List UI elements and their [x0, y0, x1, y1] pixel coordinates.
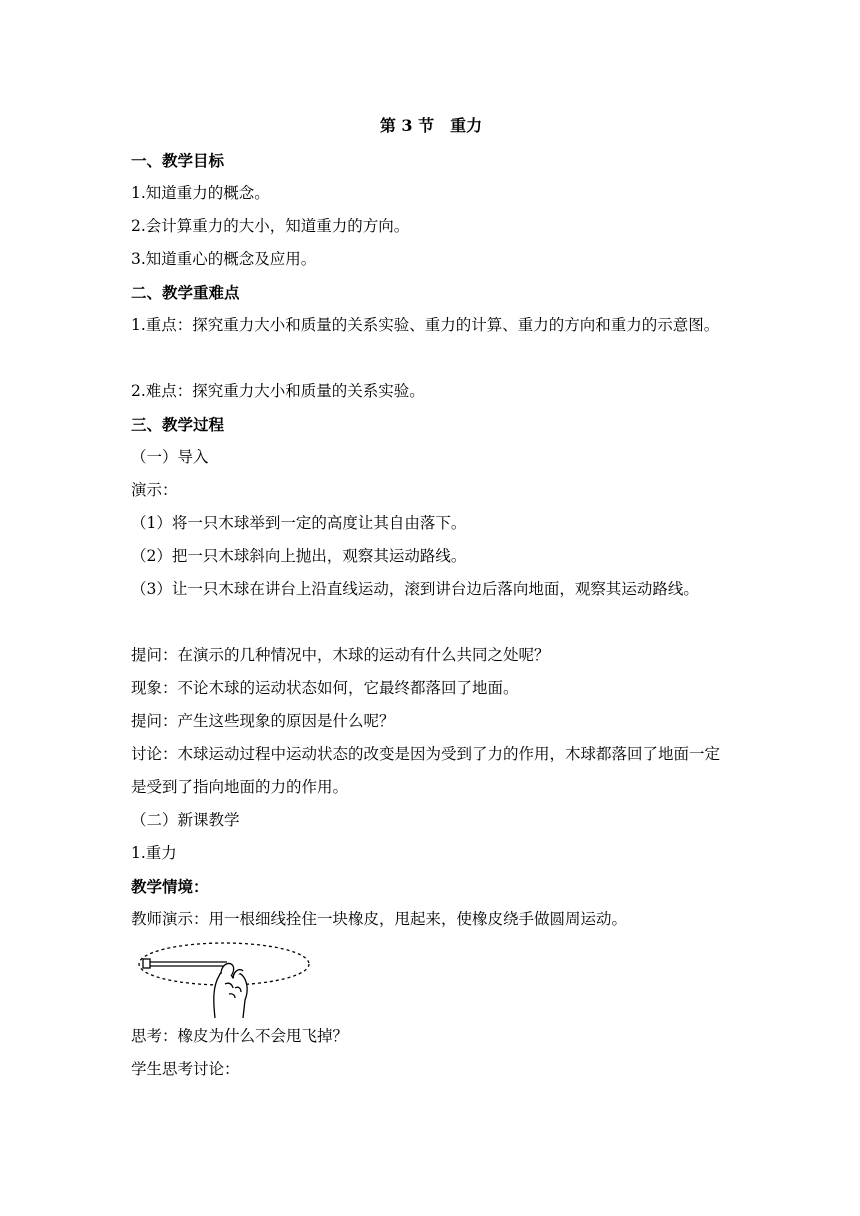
document-content [131, 109, 731, 1086]
question-1: 提问：在演示的几种情况中，木球的运动有什么共同之处呢？ [131, 646, 550, 664]
demo-item-2: （2）把一只木球斜向上抛出，观察其运动路线。 [131, 547, 467, 565]
demo-item-3: （3）让一只木球在讲台上沿直线运动，滚到讲台边后落向地面，观察其运动路线。 [131, 580, 699, 598]
string-icon [150, 962, 227, 966]
hand-icon [214, 963, 247, 1018]
student-discussion: 学生思考讨论： [131, 1060, 240, 1078]
think-question: 思考：橡皮为什么不会甩飞掉？ [131, 1027, 349, 1045]
objective-item-2: 2.会计算重力的大小，知道重力的方向。 [131, 217, 410, 235]
key-point-item-2: 2.难点：探究重力大小和质量的关系实验。 [131, 382, 425, 400]
eraser-icon [143, 959, 150, 968]
section-heading-objectives: 一、教学目标 [131, 151, 225, 170]
demo-label: 演示： [131, 481, 178, 499]
objective-item-3: 3.知道重心的概念及应用。 [131, 250, 317, 268]
demo-item-1: （1）将一只木球举到一定的高度让其自由落下。 [131, 514, 467, 532]
teacher-demo-text: 教师演示：用一根细线拴住一块橡皮，甩起来，使橡皮绕手做圆周运动。 [131, 910, 628, 928]
phenomenon-text: 现象：不论木球的运动状态如何，它最终都落回了地面。 [131, 679, 519, 697]
situation-label: 教学情境： [131, 877, 209, 896]
topic-gravity: 1.重力 [131, 844, 177, 862]
subsection-new-lesson: （二）新课教学 [131, 811, 240, 829]
section-heading-process: 三、教学过程 [131, 415, 225, 434]
section-heading-key-points: 二、教学重难点 [131, 283, 240, 302]
objective-item-1: 1.知道重力的概念。 [131, 184, 270, 202]
question-2: 提问：产生这些现象的原因是什么呢？ [131, 712, 395, 730]
figure-hand-swinging-eraser [131, 938, 731, 1020]
discussion-text: 讨论：木球运动过程中运动状态的改变是因为受到了力的作用，木球都落回了地面一定是受到了指向地面的力的作用。 [131, 745, 721, 796]
subsection-intro: （一）导入 [131, 448, 209, 466]
key-point-item-1: 1.重点：探究重力大小和质量的关系实验、重力的计算、重力的方向和重力的示意图。 [131, 316, 720, 334]
page-title: 第 3 节 重力 [379, 116, 483, 135]
hand-swinging-eraser-illustration [137, 938, 317, 1020]
